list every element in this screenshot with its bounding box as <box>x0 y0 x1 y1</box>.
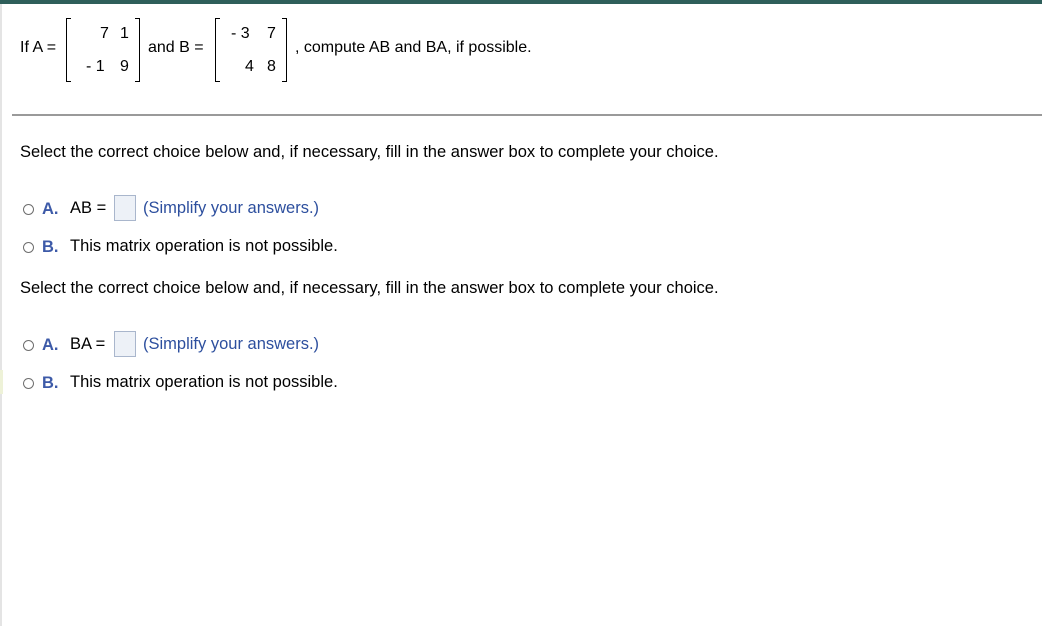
part-2-choice-a-radio[interactable] <box>23 340 34 351</box>
matrix-b-cell-2-2: 8 <box>267 58 276 75</box>
part-2-choice-b-radio[interactable] <box>23 378 34 389</box>
part-1-choice-a-radio[interactable] <box>23 204 34 215</box>
matrix-a-left-bracket <box>66 18 71 82</box>
part-1-choice-a[interactable] <box>20 199 720 223</box>
matrix-b-cell-2-1: 4 <box>245 58 254 75</box>
question-suffix: , compute AB and BA, if possible. <box>295 39 532 56</box>
left-border-line <box>0 4 2 626</box>
part-1-choice-b-text: This matrix operation is not possible. <box>70 237 338 255</box>
matrix-b <box>215 18 287 82</box>
matrix-a-cell-2-1: - 1 <box>86 58 105 75</box>
part-2-instruction: Select the correct choice below and, if necessary, fill in the answer box to complete your choice. <box>20 279 719 297</box>
part-1-choice-b[interactable] <box>20 237 720 261</box>
part-2-choice-a-label: BA = <box>70 335 106 353</box>
matrix-a-cell-2-2: 9 <box>120 58 129 75</box>
question-prefix: If A = <box>20 39 57 56</box>
matrix-b-cell-1-1: - 3 <box>231 25 250 42</box>
matrix-b-right-bracket <box>282 18 287 82</box>
question-between-text: and B = <box>148 39 204 56</box>
matrix-b-left-bracket <box>215 18 220 82</box>
top-accent-bar <box>0 0 1042 4</box>
part-2-choice-b[interactable] <box>20 373 720 397</box>
ba-answer-box[interactable] <box>114 331 136 357</box>
part-2-choice-a-letter: A. <box>42 336 59 354</box>
matrix-a-cell-1-1: 7 <box>100 25 109 42</box>
matrix-a-right-bracket <box>135 18 140 82</box>
matrix-a <box>66 18 140 82</box>
part-2-choice-b-text: This matrix operation is not possible. <box>70 373 338 391</box>
question-statement <box>20 18 1020 88</box>
matrix-a-cell-1-2: 1 <box>120 25 129 42</box>
part-2-choice-a[interactable] <box>20 335 720 359</box>
part-1-choice-a-hint: (Simplify your answers.) <box>143 199 320 217</box>
matrix-b-cell-1-2: 7 <box>267 25 276 42</box>
part-1-instruction: Select the correct choice below and, if necessary, fill in the answer box to complete your choice. <box>20 143 719 161</box>
section-divider <box>12 114 1042 116</box>
part-1-choice-a-letter: A. <box>42 200 59 218</box>
part-2-choice-a-hint: (Simplify your answers.) <box>143 335 320 353</box>
part-1-choice-b-radio[interactable] <box>23 242 34 253</box>
focus-indicator <box>0 370 3 394</box>
part-1-choice-b-letter: B. <box>42 238 59 256</box>
ab-answer-box[interactable] <box>114 195 136 221</box>
part-2-choice-b-letter: B. <box>42 374 59 392</box>
part-1-choice-a-label: AB = <box>70 199 107 217</box>
